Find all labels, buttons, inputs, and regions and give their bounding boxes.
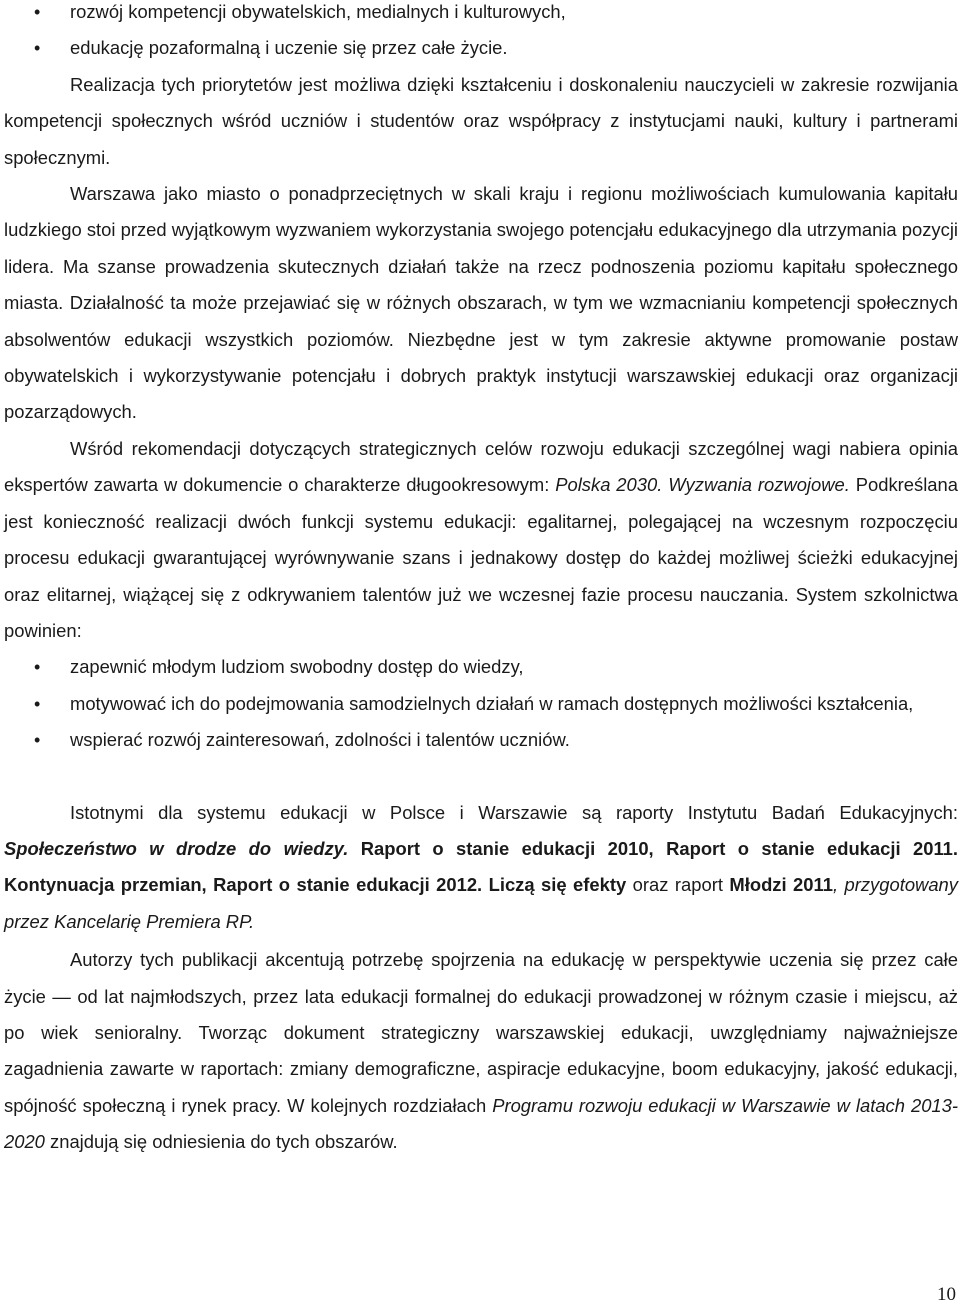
bullet-icon: • [34, 693, 41, 714]
bullet-list-top [4, 0, 958, 67]
document-page [4, 0, 958, 1161]
list-item: • wspierać rozwój zainteresowań, zdolności i talentów uczniów. [4, 722, 958, 758]
list-item: • motywować ich do podejmowania samodzielnych działań w ramach dostępnych możliwości kształcenia, [4, 686, 958, 722]
paragraph-reports: Istotnymi dla systemu edukacji w Polsce i Warszawie są raporty Instytutu Badań Edukacyjnych: Społeczeństwo w drodze do wiedzy. Raport o stanie edukacji 2010, Raport o stanie edukacji 2011. Kontynuacja przemian, Raport o stanie edukacji 2012. Liczą się efekty oraz raport Młodzi 2011, przygotowany przez Kancelarię Premiera RP. [4, 801, 958, 932]
program-title: Programu rozwoju edukacji w Warszawie w latach 2013-2020 [4, 1094, 959, 1153]
paragraph-recommendations: Wśród rekomendacji dotyczących strategicznych celów rozwoju edukacji szczególnej wagi nabiera opinia ekspertów zawarta w dokumencie o charakterze długookresowym: Polska 2030. Wyzwania rozwojowe. Podkreślana jest konieczność realizacji dwóch funkcji systemu edukacji: egalitarnej, polegającej na wczesnym rozpoczęciu procesu edukacji gwarantującej wyrównywanie szans i jednakowy dostęp do każdej możliwej ścieżki edukacyjnej oraz elitarnej, wiążącej się z odkrywaniem talentów już we wczesnej fazie procesu nauczania. System szkolnictwa powinien: [4, 437, 958, 641]
report-title: Społeczeństwo w drodze do wiedzy. [4, 837, 349, 859]
list-item: • zapewnić młodym ludziom swobodny dostęp do wiedzy, [4, 649, 958, 685]
page-number: 10 [937, 1284, 956, 1305]
report-titles: Raport o stanie edukacji 2010, Raport o stanie edukacji 2011. Kontynuacja przemian, Raport o stanie edukacji 2012. Liczą się efekty [4, 837, 958, 896]
report-title-mlodzi: Młodzi 2011 [729, 874, 833, 896]
paragraph-priorities: Realizacja tych priorytetów jest możliwa dzięki kształceniu i doskonaleniu nauczycieli w zakresie rozwijania kompetencji społecznych wśród uczniów i studentów oraz współpracy z instytucjami nauki, kultury i partnerami społecznymi. [4, 73, 958, 168]
paragraph-warsaw: Warszawa jako miasto o ponadprzeciętnych w skali kraju i regionu możliwościach kumulowania kapitału ludzkiego stoi przed wyjątkowym wyzwaniem wykorzystania swojego potencjału edukacyjnego dla utrzymania pozycji lidera. Ma szanse prowadzenia skutecznych działań także na rzecz podnoszenia poziomu kapitału społecznego miasta. Działalność ta może przejawiać się w różnych obszarach, w tym we wzmacnianiu kompetencji społecznych absolwentów edukacji wszystkich poziomów. Niezbędne jest w tym zakresie aktywne promowanie postaw obywatelskich i wykorzystywanie potencjału i dobrych praktyk instytucji warszawskiej edukacji oraz organizacji pozarządowych. [4, 183, 958, 423]
list-item: • edukację pozaformalną i uczenie się przez całe życie. [4, 30, 958, 66]
bullet-icon: • [34, 38, 41, 59]
bullet-icon: • [34, 730, 41, 751]
paragraph-authors: Autorzy tych publikacji akcentują potrzebę spojrzenia na edukację w perspektywie uczenia się przez całe życie — od lat najmłodszych, przez lata edukacji formalnej do edukacji prowadzonej w różnym czasie i miejscu, aż po wiek senioralny. Tworząc dokument strategiczny warszawskiej edukacji, uwzględniamy najważniejsze zagadnienia zawarte w raportach: zmiany demograficzne, aspiracje edukacyjne, boom edukacyjny, jakość edukacji, spójność społeczną i rynek pracy. W kolejnych rozdziałach Programu rozwoju edukacji w Warszawie w latach 2013-2020 znajdują się odniesienia do tych obszarów. [4, 949, 959, 1153]
bullet-icon: • [34, 2, 41, 22]
spacer [4, 759, 958, 795]
bullet-list-goals [4, 649, 958, 758]
list-item: • rozwój kompetencji obywatelskich, medialnych i kulturowych, [4, 0, 958, 30]
bullet-icon: • [34, 657, 41, 678]
document-title: Polska 2030. Wyzwania rozwojowe. [555, 474, 850, 496]
